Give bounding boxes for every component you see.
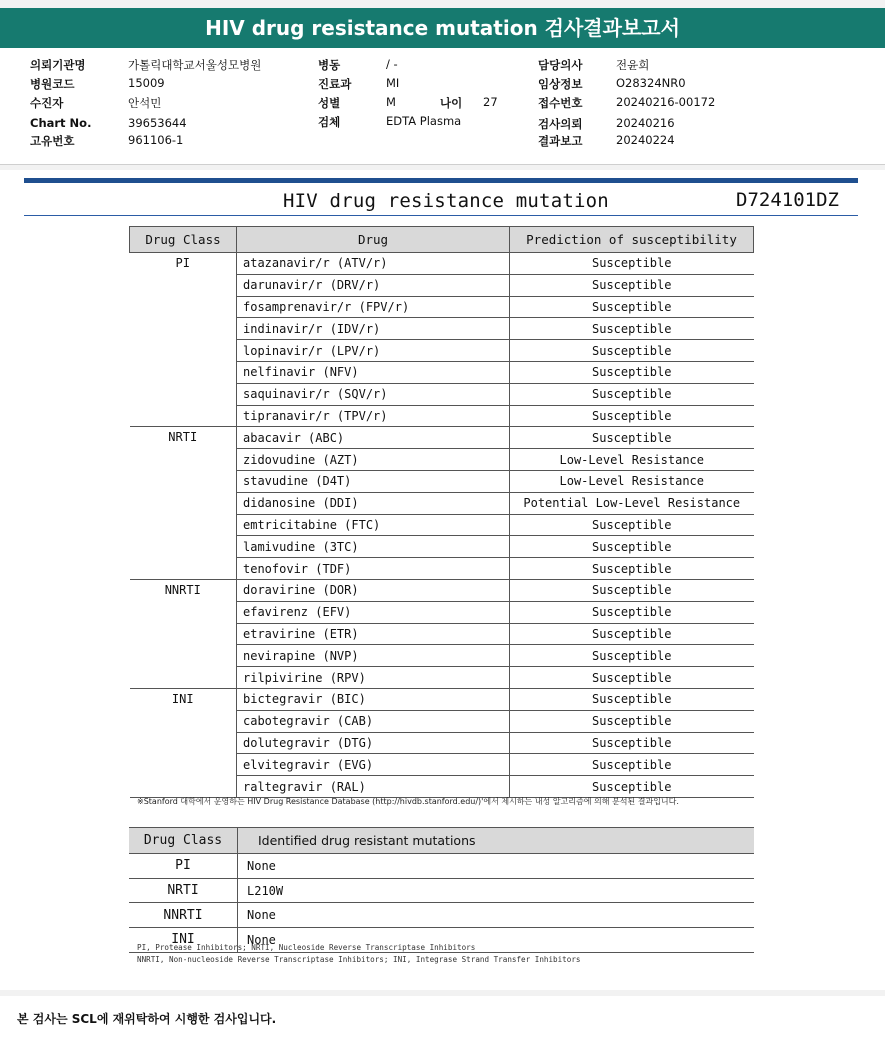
prediction-cell: Susceptible	[510, 340, 754, 362]
report-body	[0, 170, 885, 990]
report-title-bar	[0, 8, 885, 48]
drug-cell: dolutegravir (DTG)	[237, 732, 510, 754]
mutation-table	[129, 827, 754, 953]
mutation-value-cell: None	[238, 903, 755, 928]
prediction-cell: Potential Low-Level Resistance	[510, 492, 754, 514]
specimen-label: 검체	[318, 115, 341, 129]
report-top-rule	[24, 178, 858, 183]
mutation-class-cell: INI	[129, 928, 238, 953]
prediction-cell: Susceptible	[510, 427, 754, 449]
sex-value: M	[386, 95, 396, 109]
drug-cell: atazanavir/r (ATV/r)	[237, 253, 510, 275]
prediction-cell: Susceptible	[510, 754, 754, 776]
prediction-cell: Susceptible	[510, 558, 754, 580]
mutation-row	[129, 878, 754, 903]
table-row	[130, 688, 754, 710]
prediction-cell: Low-Level Resistance	[510, 470, 754, 492]
stanford-note: ※Stanford 대학에서 운영하는 HIV Drug Resistance Database (http://hivdb.stanford.edu/)'에서 제시하는 내성 알고리즘에 의해 분석된 결과입니다.	[137, 797, 679, 806]
drug-cell: tenofovir (TDF)	[237, 558, 510, 580]
prediction-cell: Susceptible	[510, 514, 754, 536]
drug-cell: bictegravir (BIC)	[237, 688, 510, 710]
report-title: HIV drug resistance mutation 검사결과보고서	[205, 16, 680, 40]
drug-class-cell: PI	[130, 253, 237, 427]
prediction-cell: Low-Level Resistance	[510, 449, 754, 471]
prediction-cell: Susceptible	[510, 732, 754, 754]
chart-no-value: 39653644	[128, 116, 187, 130]
susceptibility-table	[129, 226, 754, 798]
table-row	[130, 427, 754, 449]
mutation-class-cell: PI	[129, 854, 238, 879]
unique-id-value: 961106-1	[128, 133, 184, 147]
drug-cell: efavirenz (EFV)	[237, 601, 510, 623]
report-date-value: 20240224	[616, 133, 675, 147]
mut-header-class: Drug Class	[129, 828, 238, 854]
hospital-code-label: 병원코드	[30, 77, 75, 91]
mutation-body	[129, 854, 754, 953]
dept-label: 진료과	[318, 77, 352, 91]
ward-value: / -	[386, 57, 398, 71]
drug-cell: nevirapine (NVP)	[237, 645, 510, 667]
drug-cell: didanosine (DDI)	[237, 492, 510, 514]
drug-class-cell: NRTI	[130, 427, 237, 580]
footer	[0, 996, 885, 1044]
dept-value: MI	[386, 76, 400, 90]
mutation-header-row	[129, 828, 754, 854]
sex-label: 성별	[318, 96, 341, 110]
drug-cell: nelfinavir (NFV)	[237, 361, 510, 383]
drug-cell: indinavir/r (IDV/r)	[237, 318, 510, 340]
susceptibility-header-row	[130, 227, 754, 253]
prediction-cell: Susceptible	[510, 536, 754, 558]
abbr-line-2: NNRTI, Non-nucleoside Reverse Transcriptase Inhibitors; INI, Integrase Strand Transfer Inhibitors	[137, 955, 581, 964]
drug-cell: doravirine (DOR)	[237, 579, 510, 601]
drug-cell: fosamprenavir/r (FPV/r)	[237, 296, 510, 318]
prediction-cell: Susceptible	[510, 688, 754, 710]
mutation-value-cell: L210W	[238, 878, 755, 903]
receipt-value: 20240216-00172	[616, 95, 716, 109]
clinical-value: O28324NR0	[616, 76, 686, 90]
susceptibility-body	[130, 253, 754, 798]
prediction-cell: Susceptible	[510, 361, 754, 383]
report-date-label: 결과보고	[538, 134, 583, 148]
drug-cell: raltegravir (RAL)	[237, 776, 510, 798]
unique-id-label: 고유번호	[30, 134, 75, 148]
header-drug: Drug	[237, 227, 510, 253]
drug-cell: darunavir/r (DRV/r)	[237, 274, 510, 296]
doctor-value: 전윤희	[616, 58, 650, 72]
prediction-cell: Susceptible	[510, 579, 754, 601]
institution-label: 의뢰기관명	[30, 58, 86, 72]
drug-class-cell: NNRTI	[130, 579, 237, 688]
prediction-cell: Susceptible	[510, 667, 754, 689]
ward-label: 병동	[318, 58, 341, 72]
specimen-value: EDTA Plasma	[386, 114, 462, 128]
age-value: 27	[483, 95, 498, 109]
report-heading: HIV drug resistance mutation	[283, 190, 609, 212]
prediction-cell: Susceptible	[510, 776, 754, 798]
drug-cell: zidovudine (AZT)	[237, 449, 510, 471]
hospital-code-value: 15009	[128, 76, 165, 90]
prediction-cell: Susceptible	[510, 274, 754, 296]
table-row	[130, 253, 754, 275]
prediction-cell: Susceptible	[510, 645, 754, 667]
report-heading-rule	[24, 215, 858, 216]
drug-cell: rilpivirine (RPV)	[237, 667, 510, 689]
mutation-row	[129, 854, 754, 879]
drug-class-cell: INI	[130, 688, 237, 797]
patient-value: 안석민	[128, 96, 162, 110]
drug-cell: etravirine (ETR)	[237, 623, 510, 645]
drug-cell: saquinavir/r (SQV/r)	[237, 383, 510, 405]
prediction-cell: Susceptible	[510, 601, 754, 623]
header-drug-class: Drug Class	[130, 227, 237, 253]
patient-label: 수진자	[30, 96, 64, 110]
header-prediction: Prediction of susceptibility	[510, 227, 754, 253]
drug-cell: abacavir (ABC)	[237, 427, 510, 449]
mut-header-mutations: Identified drug resistant mutations	[238, 828, 755, 854]
clinical-label: 임상정보	[538, 77, 583, 91]
mutation-value-cell: None	[238, 928, 755, 953]
mutation-class-cell: NRTI	[129, 878, 238, 903]
prediction-cell: Susceptible	[510, 710, 754, 732]
patient-info-panel	[0, 48, 885, 165]
receipt-label: 접수번호	[538, 96, 583, 110]
request-label: 검사의뢰	[538, 117, 583, 131]
abbreviations	[137, 942, 580, 966]
institution-value: 가톨릭대학교서울성모병원	[128, 58, 262, 72]
drug-cell: tipranavir/r (TPV/r)	[237, 405, 510, 427]
age-label: 나이	[440, 96, 463, 110]
drug-cell: elvitegravir (EVG)	[237, 754, 510, 776]
report-code: D724101DZ	[736, 189, 839, 211]
mutation-class-cell: NNRTI	[129, 903, 238, 928]
footer-text: 본 검사는 SCL에 재위탁하여 시행한 검사입니다.	[17, 1012, 277, 1026]
drug-cell: stavudine (D4T)	[237, 470, 510, 492]
prediction-cell: Susceptible	[510, 253, 754, 275]
doctor-label: 담당의사	[538, 58, 583, 72]
drug-cell: lamivudine (3TC)	[237, 536, 510, 558]
prediction-cell: Susceptible	[510, 296, 754, 318]
abbr-line-1: PI, Protease Inhibitors; NRTI, Nucleoside Reverse Transcriptase Inhibitors	[137, 943, 476, 952]
request-value: 20240216	[616, 116, 675, 130]
drug-cell: lopinavir/r (LPV/r)	[237, 340, 510, 362]
chart-no-label: Chart No.	[30, 116, 92, 130]
drug-cell: emtricitabine (FTC)	[237, 514, 510, 536]
drug-cell: cabotegravir (CAB)	[237, 710, 510, 732]
prediction-cell: Susceptible	[510, 623, 754, 645]
prediction-cell: Susceptible	[510, 318, 754, 340]
prediction-cell: Susceptible	[510, 383, 754, 405]
mutation-value-cell: None	[238, 854, 755, 879]
prediction-cell: Susceptible	[510, 405, 754, 427]
table-row	[130, 579, 754, 601]
mutation-row	[129, 903, 754, 928]
